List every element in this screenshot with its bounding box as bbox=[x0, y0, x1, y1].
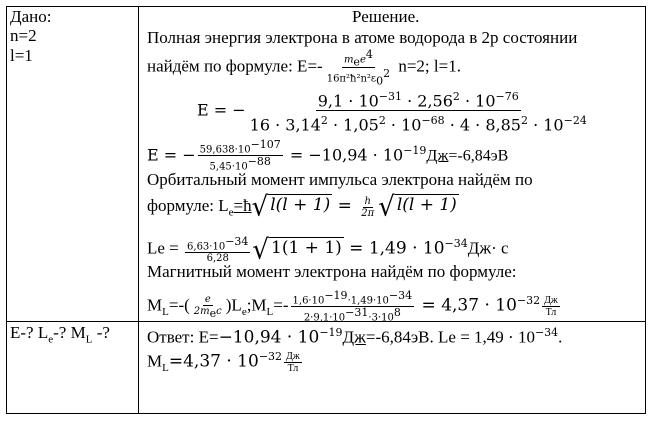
le-unit: Дж· с bbox=[467, 238, 509, 258]
mag2-frac2-num-rest-exp: −34 bbox=[388, 288, 413, 302]
le-formula bbox=[147, 227, 509, 266]
energy-general-formula: $\frac{m_ee^4}{16\pi^2ħ^2n^2\varepsilon_0^2}$ bbox=[326, 48, 391, 88]
orb2-eq2: = bbox=[332, 196, 358, 216]
e2-tail: =-6,84эВ bbox=[448, 147, 509, 165]
le-frac bbox=[185, 236, 250, 264]
formula-num-m: m bbox=[343, 54, 354, 66]
mag2-frac2-den-rest-exp: 8 bbox=[393, 306, 401, 320]
e-num-c: · 10 bbox=[459, 91, 496, 111]
e-den-d: · 4 · 8,85 bbox=[444, 115, 521, 135]
mag2-unit-den: Тл bbox=[545, 307, 557, 319]
e2-num: 59,638·10 bbox=[199, 144, 251, 156]
mag2-frac2-num-exp: −19 bbox=[324, 288, 348, 302]
orb2-frac bbox=[359, 196, 376, 219]
mag2-semi-sub: L bbox=[266, 306, 274, 319]
e2-result: = −10,94 · 10 bbox=[284, 145, 404, 165]
e2-result-exp: −19 bbox=[403, 144, 427, 157]
answer-le-exp: −34 bbox=[534, 326, 559, 339]
answer-e-exp: −19 bbox=[319, 326, 343, 339]
mag2-frac-den: 2m bbox=[193, 306, 210, 318]
le-sqrt-content: 1(1 + 1) bbox=[271, 237, 342, 258]
mag2-frac2 bbox=[291, 290, 415, 324]
answer-ml-unit-num: Дж bbox=[286, 351, 300, 363]
orb2-pre: формуле: L bbox=[147, 196, 229, 215]
e-den-exp2: 2 bbox=[378, 114, 386, 128]
mag2-mid-sub: e bbox=[241, 306, 247, 319]
mag2-unit bbox=[542, 295, 560, 318]
le-num-exp: −34 bbox=[225, 234, 249, 248]
mag2-frac-den-rest: c bbox=[216, 306, 222, 318]
e2-num-exp: −107 bbox=[250, 138, 281, 151]
e-den-c: · 10 bbox=[385, 115, 422, 135]
e-num-b: · 2,56 bbox=[402, 91, 453, 111]
answer-pre: Ответ: E= bbox=[147, 327, 219, 347]
answer-ml-unit-den: Тл bbox=[287, 363, 299, 375]
mag2-frac2-num-rest: ·1,49·10 bbox=[347, 295, 389, 307]
e-num-exp1: −31 bbox=[378, 90, 403, 103]
energy-substitution bbox=[197, 87, 591, 135]
find-tail: -? bbox=[92, 323, 110, 342]
e-den-exp4: 2 bbox=[520, 114, 528, 128]
mag2-eq: =-( bbox=[168, 295, 190, 315]
mag2-semi: ;M bbox=[246, 295, 267, 315]
mag2-frac bbox=[192, 294, 224, 319]
le-result-exp: −34 bbox=[444, 237, 468, 250]
problem-table bbox=[6, 6, 646, 414]
column-divider bbox=[138, 7, 139, 413]
mag2-frac-num: e bbox=[204, 294, 211, 306]
intro2-text: найдём по формуле: E=- bbox=[147, 56, 323, 76]
e-num-exp2: 2 bbox=[452, 90, 460, 103]
orb2-sqrt: √ l(l + 1) bbox=[251, 191, 331, 223]
e-den-e: · 10 bbox=[527, 115, 564, 135]
formula-num-sub: e bbox=[353, 55, 360, 69]
e-label: E = − bbox=[197, 100, 246, 120]
find-e-label: E-? L bbox=[10, 323, 49, 342]
e-den-exp3: −68 bbox=[421, 114, 445, 128]
le-result: = 1,49 · 10 bbox=[343, 238, 445, 259]
le-sqrt: √ 1(1 + 1) bbox=[252, 234, 342, 266]
orb2-sub: e bbox=[228, 206, 234, 219]
e-den-exp5: −24 bbox=[563, 114, 587, 128]
find-list bbox=[10, 323, 110, 349]
formula-den: 16π²ħ²n²ε bbox=[326, 73, 377, 85]
solution-header: Решение. bbox=[352, 7, 420, 26]
orb2-sqrt2-content: l(l + 1) bbox=[396, 195, 457, 216]
intro-line-1: Полная энергия электрона в атоме водорода в 2p состоянии bbox=[147, 28, 578, 47]
e-num-a: 9,1 · 10 bbox=[317, 91, 379, 111]
mag2-eq2: =- bbox=[273, 295, 289, 315]
energy-result bbox=[147, 134, 508, 173]
orb2-eq: =ħ bbox=[233, 196, 252, 215]
e-num-exp3: −76 bbox=[495, 90, 519, 103]
orbital-line-1: Орбитальный момент импульса электрона найдём по bbox=[147, 170, 533, 189]
orb2-sqrt-content: l(l + 1) bbox=[270, 195, 331, 216]
answer-e-val: −10,94 · 10 bbox=[218, 327, 320, 348]
formula-den-sub: 0 bbox=[376, 74, 384, 88]
find-ml-label: -? M bbox=[53, 323, 86, 342]
mag2-frac2-den-rest: ·3·10 bbox=[368, 312, 394, 324]
formula-num-e: e bbox=[359, 54, 366, 66]
answer-ml-pre: M bbox=[147, 351, 163, 371]
answer-mid: =-6,84эВ. Le = 1,49 · 10 bbox=[365, 327, 535, 347]
mag2-unit-num: Дж bbox=[544, 295, 558, 307]
mag2-result-exp: −32 bbox=[516, 294, 541, 307]
e-den-exp1: 2 bbox=[320, 114, 328, 128]
mag2-mid: )L bbox=[225, 295, 242, 315]
orb2-frac-den: 2π bbox=[361, 207, 375, 219]
mag2-result: = 4,37 · 10 bbox=[416, 295, 517, 316]
energy-fraction bbox=[248, 87, 589, 135]
e2-den-exp: −88 bbox=[247, 155, 271, 169]
e2-unit: Дж bbox=[426, 147, 449, 165]
mag2-frac2-den-exp: −31 bbox=[345, 306, 369, 320]
e2-den: 5,45·10 bbox=[209, 161, 248, 173]
find-le-sub: e bbox=[48, 333, 54, 346]
answer-ml-sub: L bbox=[162, 362, 169, 375]
orb2-sqrt2: √ l(l + 1) bbox=[378, 191, 457, 223]
mag2-sub: L bbox=[162, 306, 169, 319]
answer-line-2 bbox=[147, 343, 304, 382]
answer-e-unit: Дж bbox=[342, 327, 366, 347]
given-n: n=2 bbox=[10, 26, 37, 45]
mag2-frac2-den: 2·9,1·10 bbox=[303, 312, 346, 324]
answer-ml-exp: −32 bbox=[258, 350, 283, 363]
find-ml-sub: L bbox=[85, 333, 93, 346]
le-den: 6,28 bbox=[206, 252, 229, 264]
e-den-a: 16 · 3,14 bbox=[249, 115, 321, 135]
mag2-frac-den-sub: e bbox=[209, 307, 217, 321]
answer-ml-val: =4,37 · 10 bbox=[168, 351, 259, 372]
answer-ml-unit bbox=[284, 351, 302, 374]
magnetic-line-1: Магнитный момент электрона найдём по формуле: bbox=[147, 262, 517, 281]
le-num: 6,63·10 bbox=[187, 240, 226, 252]
orb2-frac-num: h bbox=[364, 195, 371, 207]
orbital-formula bbox=[147, 191, 459, 227]
given-header: Дано: bbox=[10, 7, 52, 26]
e-den-b: · 1,05 bbox=[327, 115, 379, 135]
mag2-pre: M bbox=[147, 295, 163, 315]
answer-end: . bbox=[558, 327, 563, 347]
energy-reduced-fraction bbox=[198, 139, 283, 173]
le-label: Le = bbox=[147, 238, 184, 258]
given-l: l=1 bbox=[10, 46, 33, 65]
intro2-post: n=2; l=1. bbox=[394, 56, 461, 76]
e2-label: E = − bbox=[147, 145, 196, 165]
mag2-frac2-num: 1,6·10 bbox=[292, 295, 325, 307]
